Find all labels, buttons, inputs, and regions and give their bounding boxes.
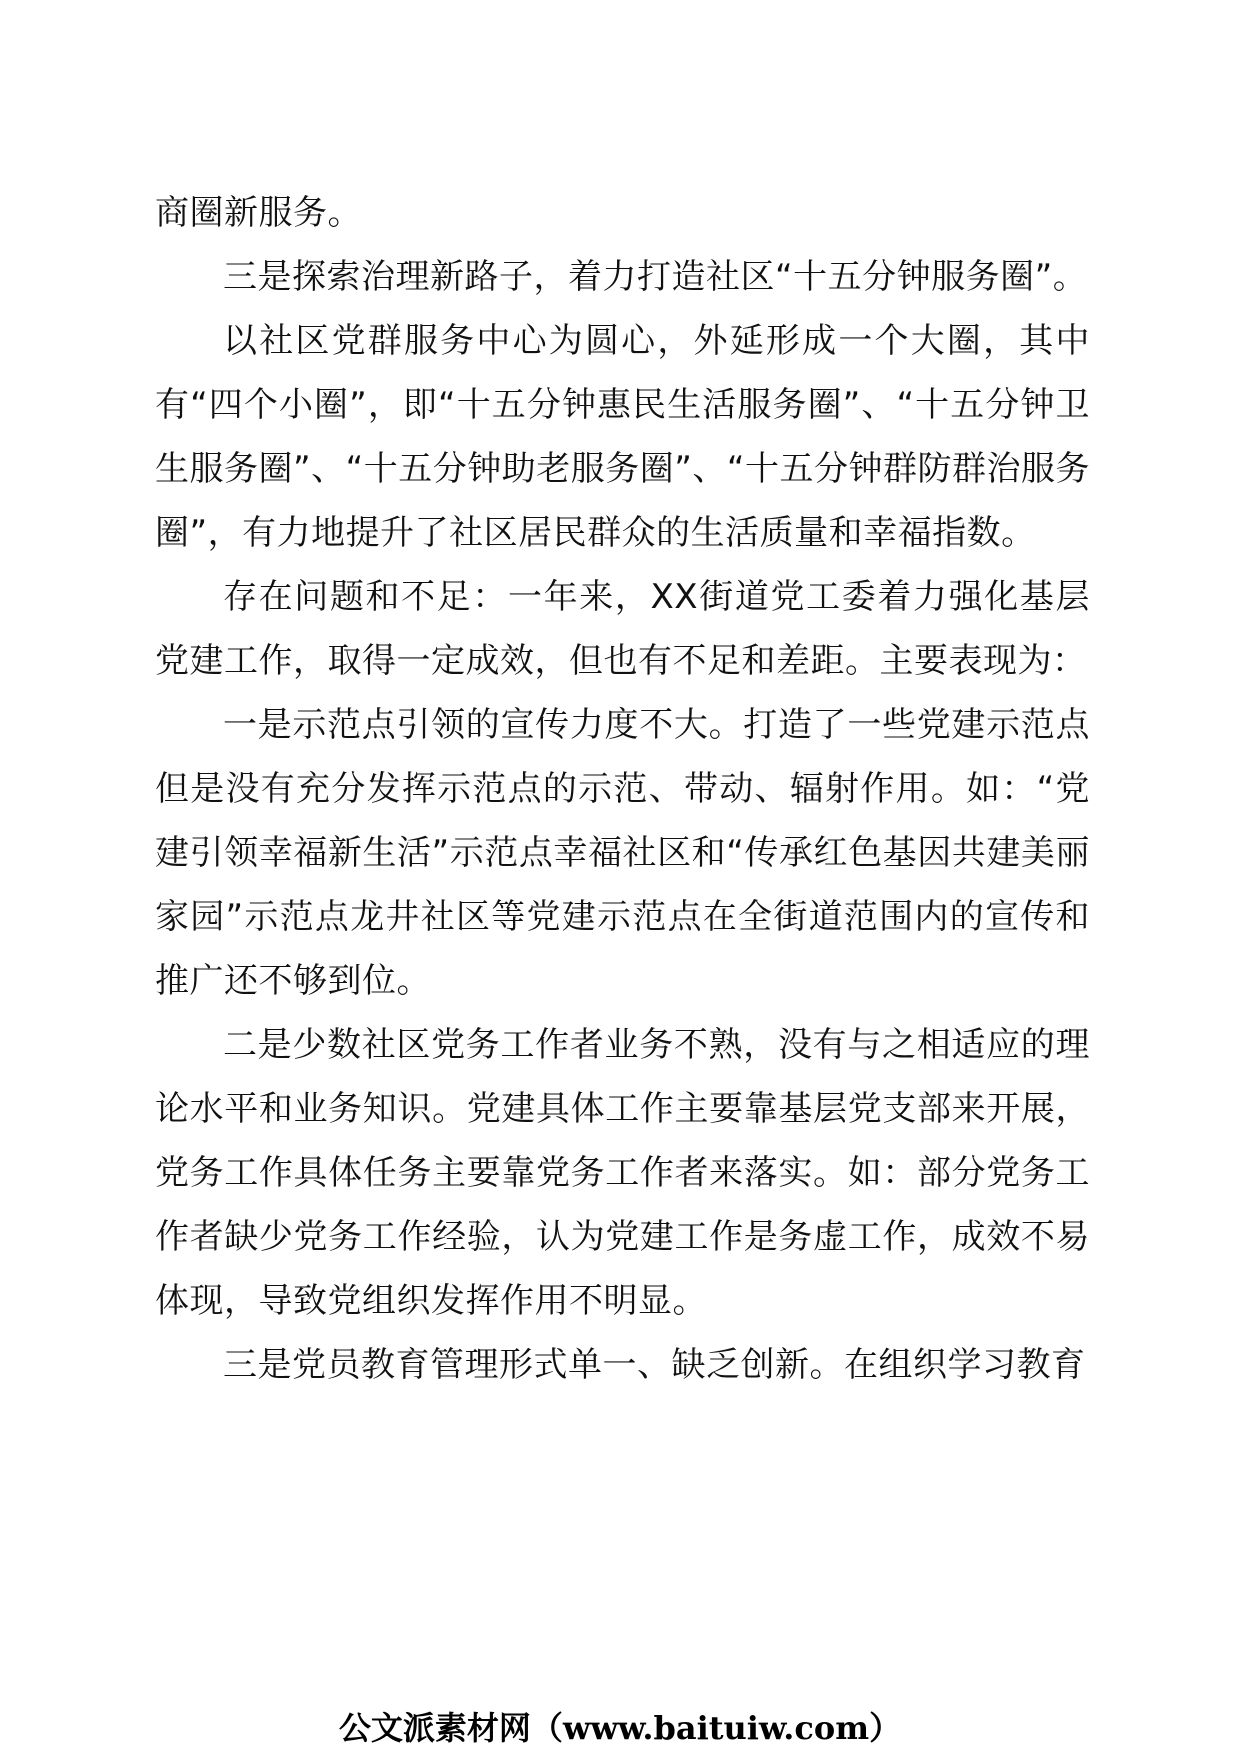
paragraph-problem-three: 三是党员教育管理形式单一、缺乏创新。在组织学习教育 (223, 1345, 1086, 1385)
paragraph-continuation: 商圈新服务。 (155, 193, 362, 233)
paragraph-problems-intro: 存在问题和不足：一年来，XX街道党工委着力强化基层党建工作，取得一定成效，但也有不足和差距。主要表现为： (155, 577, 1090, 681)
paragraph-heading-three: 三是探索治理新路子，着力打造社区“十五分钟服务圈”。 (223, 257, 1088, 297)
paragraph-service-circles: 以社区党群服务中心为圆心，外延形成一个大圈，其中有“四个小圈”，即“十五分钟惠民生活服务圈”、“十五分钟卫生服务圈”、“十五分钟助老服务圈”、“十五分钟群防群治服务圈”，有力地提升了社区居民群众的生活质量和幸福指数。 (155, 321, 1090, 553)
paragraph-problem-two: 二是少数社区党务工作者业务不熟，没有与之相适应的理论水平和业务知识。党建具体工作主要靠基层党支部来开展，党务工作具体任务主要靠党务工作者来落实。如：部分党务工作者缺少党务工作经验，认为党建工作是务虚工作，成效不易体现，导致党组织发挥作用不明显。 (155, 1025, 1090, 1321)
document-body (155, 181, 1090, 1397)
footer-watermark: 公文派素材网（www.baituiw.com） (338, 1709, 902, 1747)
paragraph-problem-one: 一是示范点引领的宣传力度不大。打造了一些党建示范点但是没有充分发挥示范点的示范、带动、辐射作用。如：“党建引领幸福新生活”示范点幸福社区和“传承红色基因共建美丽家园”示范点龙井社区等党建示范点在全街道范围内的宣传和推广还不够到位。 (155, 705, 1090, 1001)
